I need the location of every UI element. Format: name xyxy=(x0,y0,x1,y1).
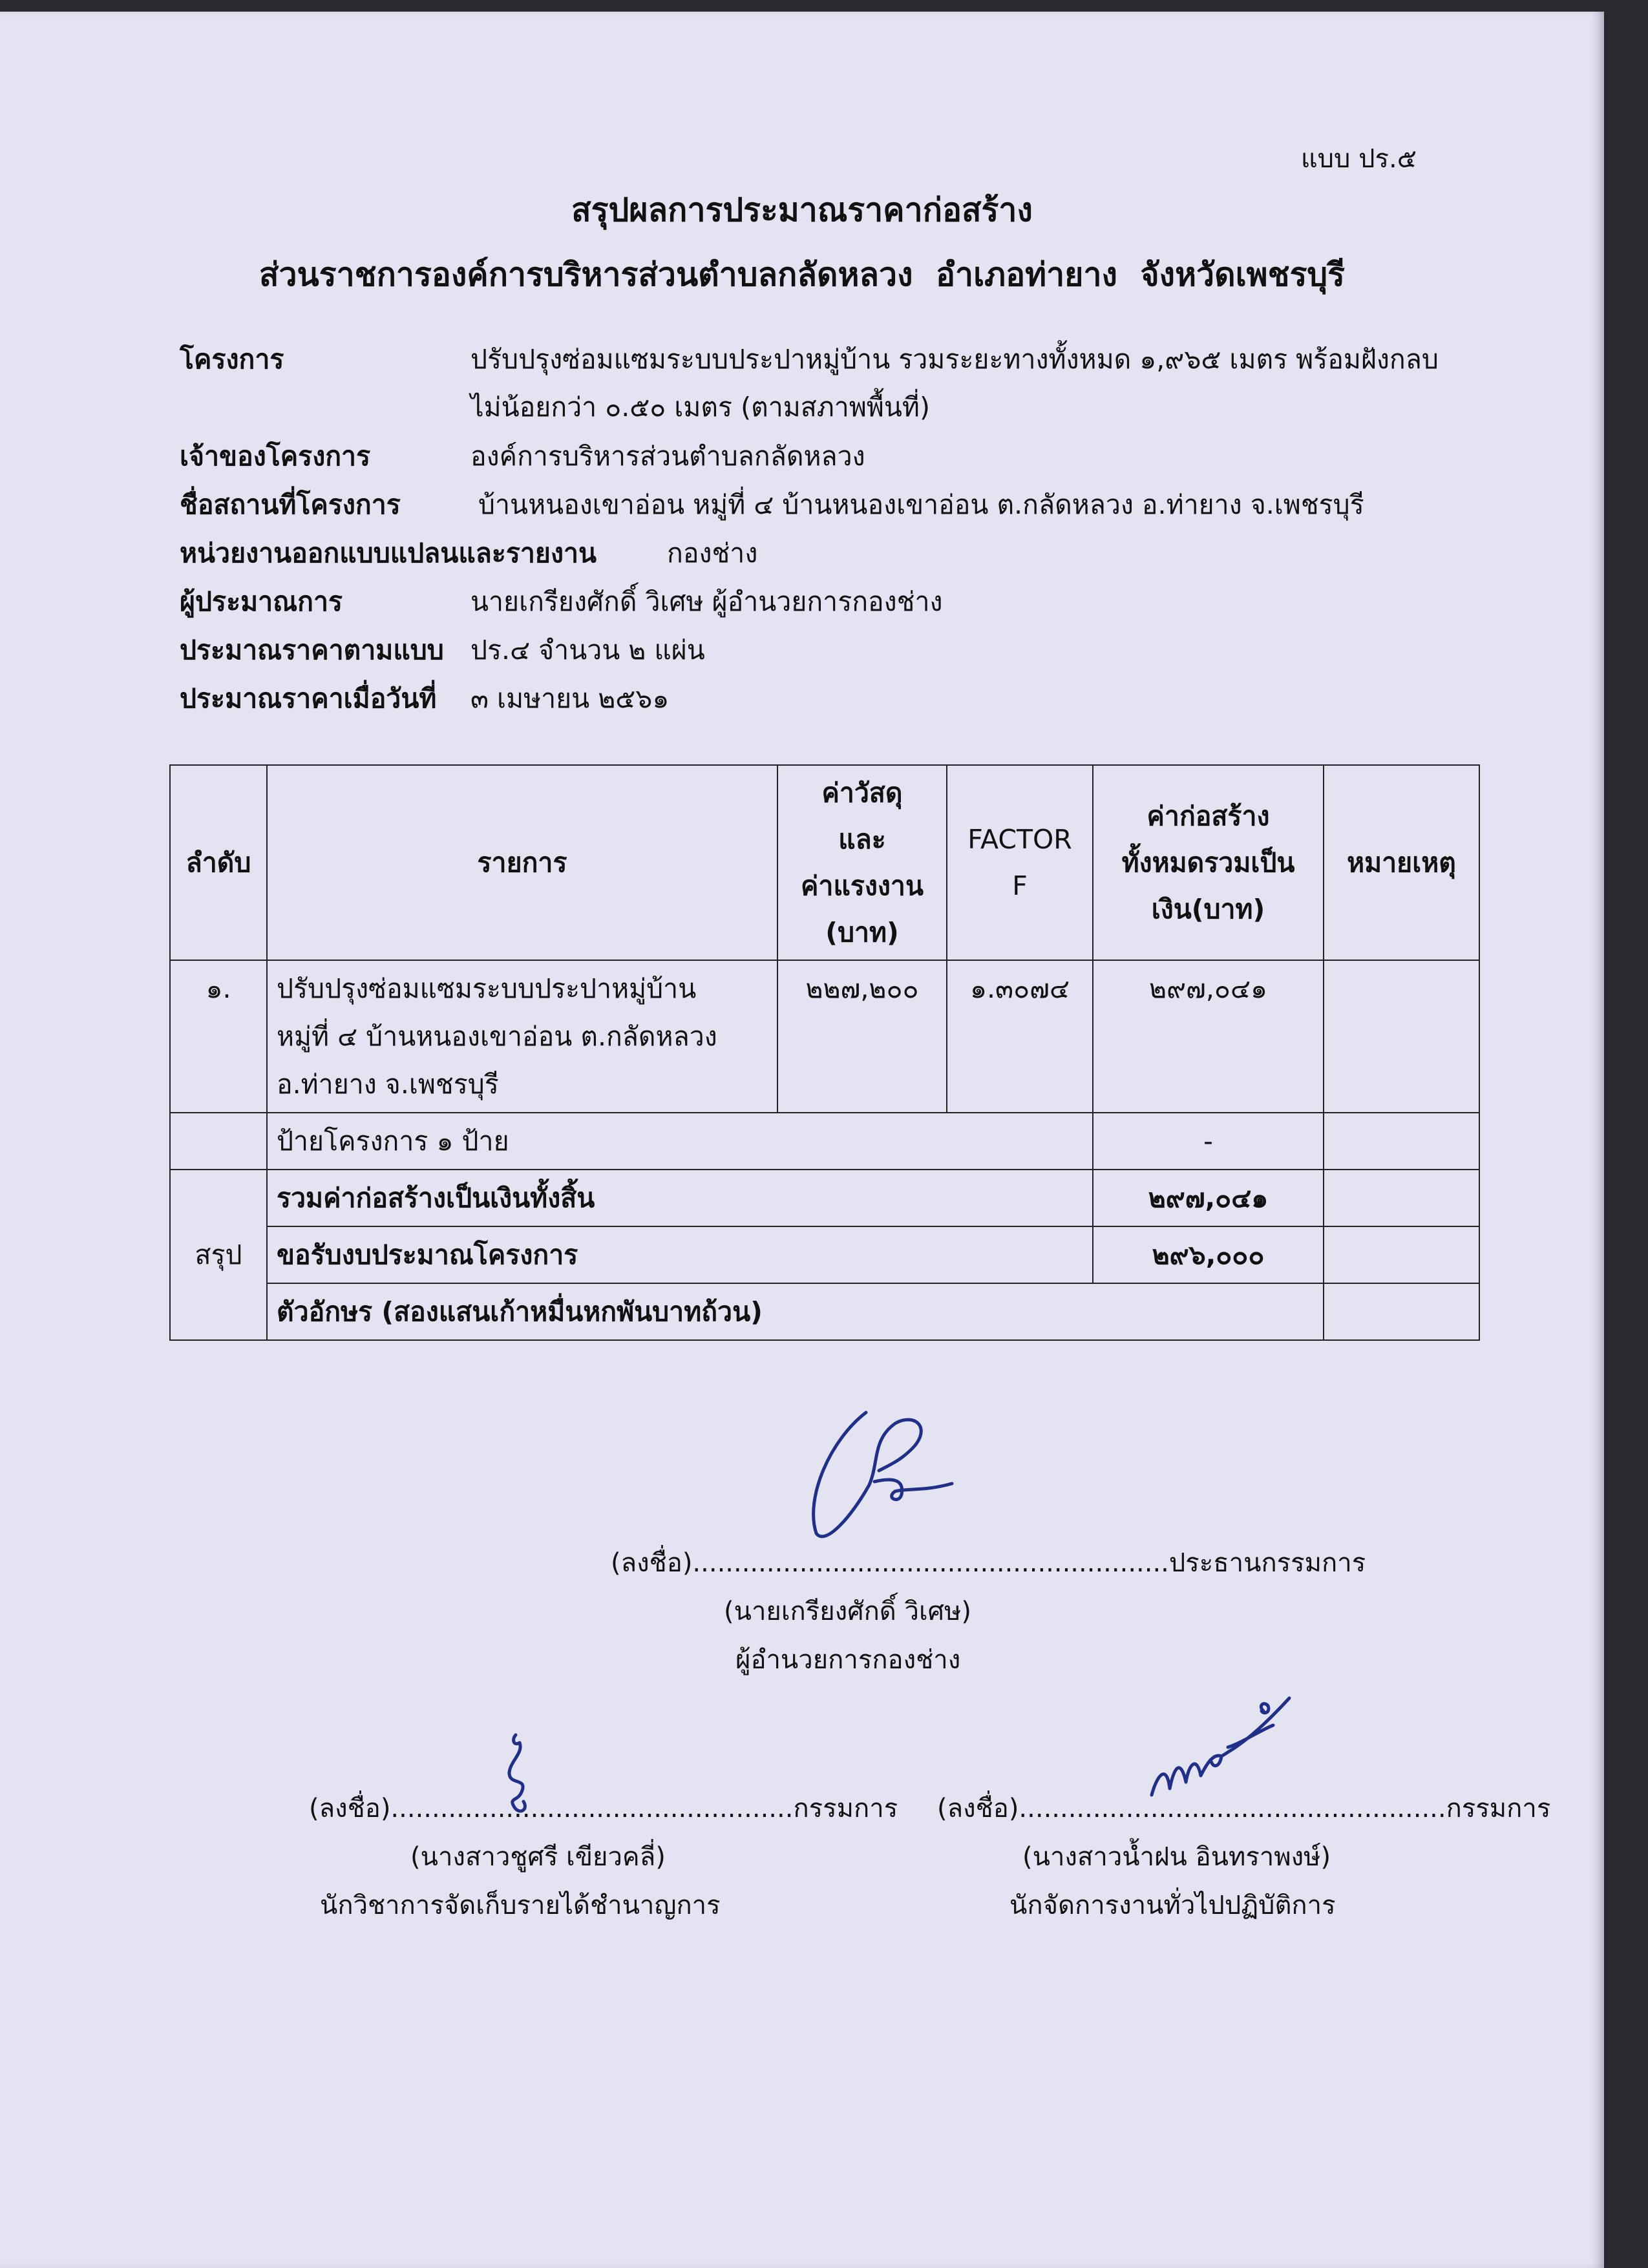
header-total xyxy=(1093,765,1324,960)
table-header-row xyxy=(170,765,1479,960)
header-material-line4: (บาท) xyxy=(825,917,899,948)
header-total-line3: เงิน(บาท) xyxy=(1151,894,1265,925)
row2-remark xyxy=(1324,1113,1479,1170)
document-page xyxy=(0,12,1604,2268)
header-material-line3: ค่าแรงงาน xyxy=(801,870,924,901)
project-label: โครงการ xyxy=(180,344,284,375)
header-no: ลำดับ xyxy=(170,765,267,960)
project-value-line2: ไม่น้อยกว่า ๐.๕๐ เมตร (ตามสภาพพื้นที่) xyxy=(470,392,930,423)
row1-no: ๑. xyxy=(170,960,267,1113)
member2-signature-icon xyxy=(1144,1685,1299,1801)
summary-label: สรุป xyxy=(170,1170,267,1340)
row1-item-line1: ปรับปรุงซ่อมแซมระบบประปาหมู่บ้าน xyxy=(277,973,697,1004)
chair-sign-line: (ลงชื่อ)..........................................................ประธานกรรมการ xyxy=(611,1548,1366,1578)
member1-sign-line: (ลงชื่อ).................................................กรรมการ xyxy=(309,1794,898,1823)
amount-in-words: ตัวอักษร (สองแสนเก้าหมื่นหกพันบาทถ้วน) xyxy=(267,1283,1324,1340)
header-material-line2: และ xyxy=(838,824,886,855)
table-row xyxy=(170,960,1479,1113)
location-value: บ้านหนองเขาอ่อน หมู่ที่ ๔ บ้านหนองเขาอ่อน ต.กลัดหลวง อ.ท่ายาง จ.เพชรบุรี xyxy=(478,489,1364,520)
summary-row xyxy=(170,1226,1479,1283)
estimate-by-value: ปร.๔ จำนวน ๒ แผ่น xyxy=(470,635,705,666)
design-unit-label: หน่วยงานออกแบบแปลนและรายงาน xyxy=(180,538,597,569)
project-value-line1: ปรับปรุงซ่อมแซมระบบประปาหมู่บ้าน รวมระยะทางทั้งหมด ๑,๙๖๕ เมตร พร้อมฝังกลบ xyxy=(470,344,1439,375)
header-remark: หมายเหตุ xyxy=(1324,765,1479,960)
row1-item-line2: หมู่ที่ ๔ บ้านหนองเขาอ่อน ต.กลัดหลวง xyxy=(277,1021,717,1052)
member1-position: นักวิชาการจัดเก็บรายได้ชำนาญการ xyxy=(320,1891,721,1920)
words-remark xyxy=(1324,1283,1479,1340)
header-factor-line2: F xyxy=(1012,870,1028,901)
header-total-line1: ค่าก่อสร้าง xyxy=(1146,801,1270,832)
chair-position: ผู้อำนวยการกองช่าง xyxy=(735,1645,961,1675)
estimator-label: ผู้ประมาณการ xyxy=(180,586,343,617)
budget-label: ขอรับงบประมาณโครงการ xyxy=(267,1226,1093,1283)
row1-remark xyxy=(1324,960,1479,1113)
grand-total-value: ๒๙๗,๐๔๑ xyxy=(1093,1170,1324,1226)
estimator-value: นายเกรียงศักดิ์ วิเศษ ผู้อำนวยการกองช่าง xyxy=(470,586,943,617)
member2-position: นักจัดการงานทั่วไปปฏิบัติการ xyxy=(1009,1891,1336,1920)
row1-material: ๒๒๗,๒๐๐ xyxy=(777,960,947,1113)
header-total-line2: ทั้งหมดรวมเป็น xyxy=(1121,847,1295,878)
estimate-by-label: ประมาณราคาตามแบบ xyxy=(180,635,444,666)
member2-name: (นางสาวน้ำฝน อินทราพงษ์) xyxy=(1022,1842,1331,1872)
row2-no xyxy=(170,1113,267,1170)
row2-item: ป้ายโครงการ ๑ ป้าย xyxy=(267,1113,1093,1170)
summary-row xyxy=(170,1283,1479,1340)
member2-sign-line: (ลงชื่อ)....................................................กรรมการ xyxy=(937,1794,1551,1823)
row1-item-line3: อ.ท่ายาง จ.เพชรบุรี xyxy=(277,1069,499,1100)
document-title: สรุปผลการประมาณราคาก่อสร้าง xyxy=(571,191,1033,229)
location-label: ชื่อสถานที่โครงการ xyxy=(180,489,401,520)
grand-total-remark xyxy=(1324,1170,1479,1226)
header-material-line1: ค่าวัสดุ xyxy=(821,777,903,808)
estimate-date-value: ๓ เมษายน ๒๕๖๑ xyxy=(470,683,670,714)
form-code: แบบ ปร.๕ xyxy=(1300,144,1417,174)
design-unit-value: กองช่าง xyxy=(667,538,758,569)
document-subtitle: ส่วนราชการองค์การบริหารส่วนตำบลกลัดหลวง อำเภอท่ายาง จังหวัดเพชรบุรี xyxy=(259,256,1346,293)
summary-row xyxy=(170,1170,1479,1226)
estimate-date-label: ประมาณราคาเมื่อวันที่ xyxy=(180,683,437,714)
row1-total: ๒๙๗,๐๔๑ xyxy=(1093,960,1324,1113)
grand-total-label: รวมค่าก่อสร้างเป็นเงินทั้งสิ้น xyxy=(267,1170,1093,1226)
table-row xyxy=(170,1113,1479,1170)
estimate-table xyxy=(169,764,1480,1341)
owner-value: องค์การบริหารส่วนตำบลกลัดหลวง xyxy=(470,441,865,472)
row2-total: - xyxy=(1093,1113,1324,1170)
header-factor xyxy=(947,765,1093,960)
row1-factor: ๑.๓๐๗๔ xyxy=(947,960,1093,1113)
header-item: รายการ xyxy=(267,765,777,960)
header-material-labor xyxy=(777,765,947,960)
chair-name: (นายเกรียงศักดิ์ วิเศษ) xyxy=(724,1597,971,1626)
owner-label: เจ้าของโครงการ xyxy=(180,441,371,472)
header-factor-line1: FACTOR xyxy=(967,824,1072,855)
budget-value: ๒๙๖,๐๐๐ xyxy=(1093,1226,1324,1283)
row1-item xyxy=(267,960,777,1113)
member1-name: (นางสาวชูศรี เขียวคลี่) xyxy=(410,1842,666,1872)
chair-signature-icon xyxy=(792,1401,973,1549)
budget-remark xyxy=(1324,1226,1479,1283)
